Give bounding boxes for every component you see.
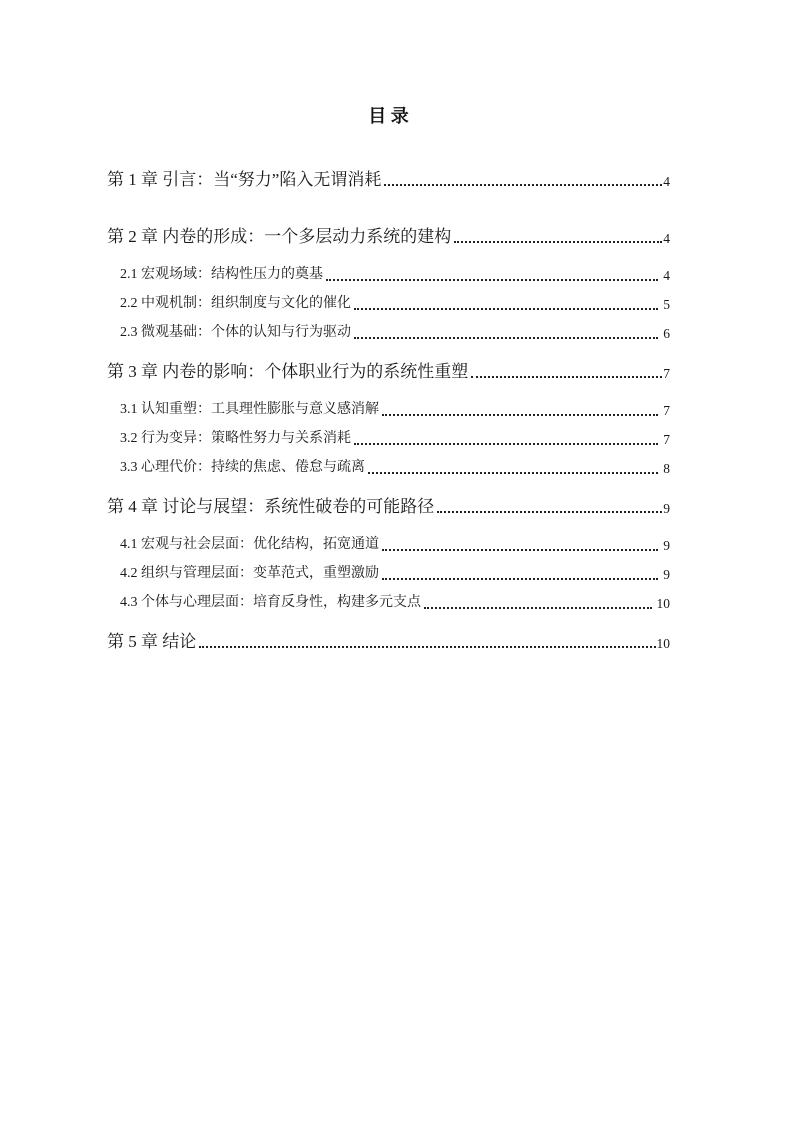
toc-entry-label: 2.1 宏观场域：结构性压力的奠基 bbox=[120, 267, 323, 282]
toc-dot-leader bbox=[368, 472, 658, 474]
toc-dot-leader bbox=[326, 279, 658, 281]
toc-dot-leader bbox=[199, 646, 655, 648]
toc-entry bbox=[107, 361, 670, 382]
toc-entry-label: 3.1 认知重塑：工具理性膨胀与意义感消解 bbox=[120, 402, 379, 417]
toc-entry-page: 4 bbox=[663, 268, 670, 283]
toc-entry-label: 3.3 心理代价：持续的焦虑、倦怠与疏离 bbox=[120, 460, 365, 475]
toc-entry-page: 7 bbox=[663, 366, 670, 381]
toc-entry-label: 第 2 章 内卷的形成：一个多层动力系统的建构 bbox=[107, 227, 452, 246]
toc-dot-leader bbox=[424, 607, 652, 609]
toc-dot-leader bbox=[454, 241, 662, 243]
toc-entry-label: 第 1 章 引言：当“努力”陷入无谓消耗 bbox=[107, 170, 382, 189]
toc-entry bbox=[107, 565, 670, 583]
toc-entry-label: 3.2 行为变异：策略性努力与关系消耗 bbox=[120, 431, 351, 446]
toc-dot-leader bbox=[382, 414, 658, 416]
toc-dot-leader bbox=[384, 184, 662, 186]
toc-entry-page: 9 bbox=[663, 538, 670, 553]
toc-entry bbox=[107, 459, 670, 477]
toc-entry-page: 7 bbox=[663, 432, 670, 447]
toc-entry-page: 5 bbox=[663, 297, 670, 312]
toc-dot-leader bbox=[354, 337, 658, 339]
toc-entry bbox=[107, 631, 670, 652]
toc-entry-page: 8 bbox=[663, 461, 670, 476]
toc-entry-label: 第 5 章 结论 bbox=[107, 632, 197, 651]
toc-entry bbox=[107, 295, 670, 313]
toc-entry-page: 9 bbox=[663, 567, 670, 582]
table-of-contents bbox=[107, 169, 670, 652]
toc-entry-page: 4 bbox=[663, 174, 670, 189]
toc-entry-page: 10 bbox=[656, 596, 670, 611]
toc-entry-page: 10 bbox=[656, 636, 670, 651]
toc-entry-label: 4.2 组织与管理层面：变革范式，重塑激励 bbox=[120, 566, 379, 581]
toc-dot-leader bbox=[354, 308, 658, 310]
toc-entry bbox=[107, 226, 670, 247]
toc-entry-label: 4.1 宏观与社会层面：优化结构，拓宽通道 bbox=[120, 537, 379, 552]
toc-entry-page: 4 bbox=[663, 231, 670, 246]
toc-dot-leader bbox=[382, 578, 658, 580]
toc-entry-label: 第 4 章 讨论与展望：系统性破卷的可能路径 bbox=[107, 497, 435, 516]
toc-entry bbox=[107, 401, 670, 419]
toc-dot-leader bbox=[437, 511, 662, 513]
toc-entry bbox=[107, 496, 670, 517]
toc-entry bbox=[107, 594, 670, 612]
toc-entry-page: 9 bbox=[663, 501, 670, 516]
toc-entry-label: 第 3 章 内卷的影响：个体职业行为的系统性重塑 bbox=[107, 362, 469, 381]
toc-entry-label: 4.3 个体与心理层面：培育反身性，构建多元支点 bbox=[120, 595, 421, 610]
toc-dot-leader bbox=[354, 443, 658, 445]
page-title: 目 录 bbox=[368, 106, 409, 126]
toc-entry-label: 2.2 中观机制：组织制度与文化的催化 bbox=[120, 296, 351, 311]
toc-entry bbox=[107, 536, 670, 554]
toc-dot-leader bbox=[471, 376, 662, 378]
toc-entry bbox=[107, 169, 670, 190]
toc-entry bbox=[107, 266, 670, 284]
toc-entry-page: 6 bbox=[663, 326, 670, 341]
toc-entry bbox=[107, 324, 670, 342]
toc-entry-page: 7 bbox=[663, 403, 670, 418]
toc-dot-leader bbox=[382, 549, 658, 551]
toc-entry bbox=[107, 430, 670, 448]
toc-entry-label: 2.3 微观基础：个体的认知与行为驱动 bbox=[120, 325, 351, 340]
